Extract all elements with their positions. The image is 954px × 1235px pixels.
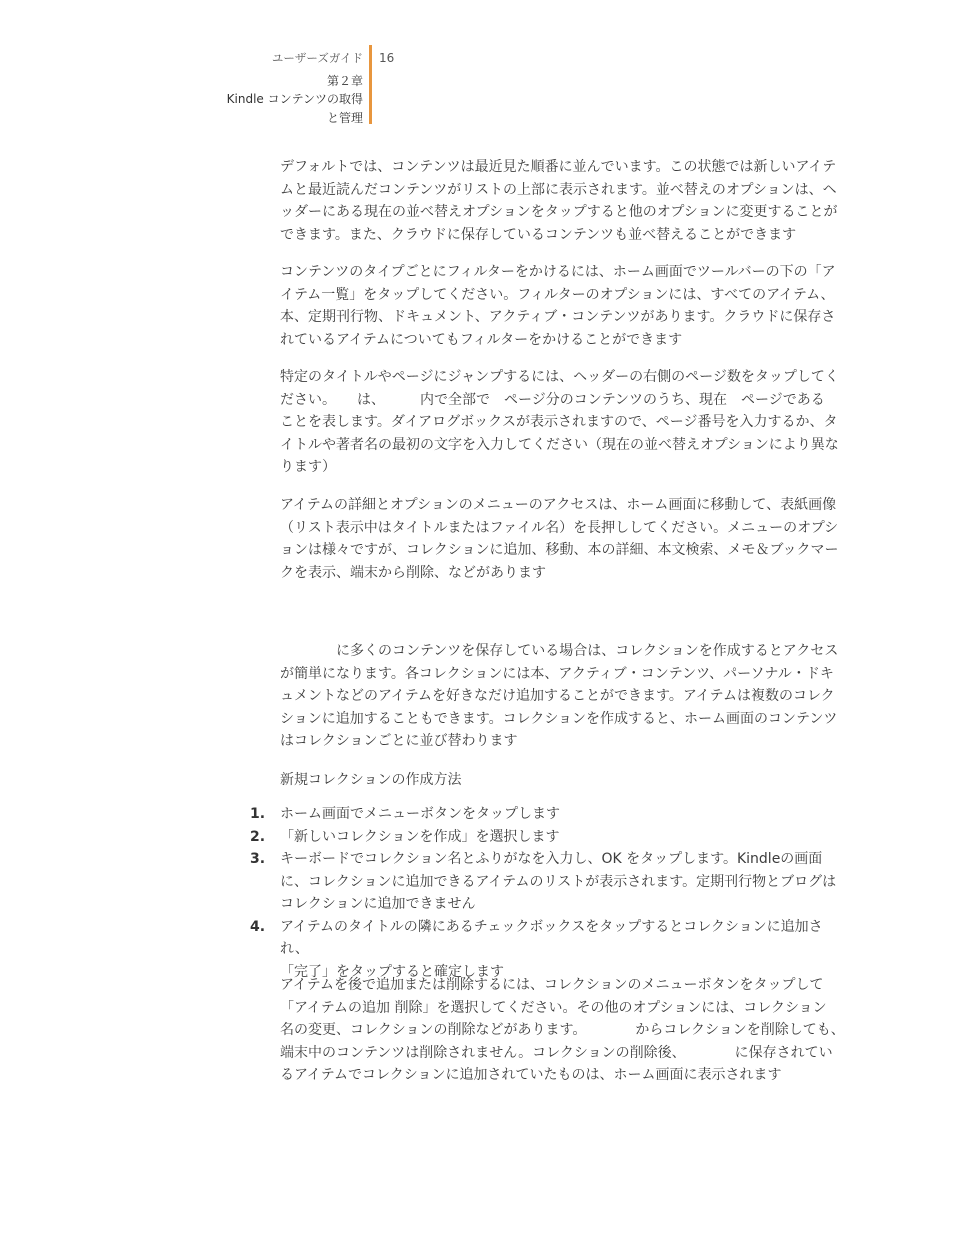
paragraph-sorting: デフォルトでは、コンテンツは最近見た順番に並んでいます。この状態では新しいアイテ ムと最近読んだコンテンツがリストの上部に表示されます。並べ替えのオプションは、ヘ ッダーにある現在の並べ替えオプションをタップすると他のオプションに変更することが できます。また、クラウドに保存しているコンテンツも並べ替えることができます — [280, 159, 838, 243]
paragraph-collections-intro: に多くのコンテンツを保存している場合は、コレクションを作成するとアクセス が簡単になります。各コレクションには本、アクティブ・コンテンツ、パーソナル・ドキ ュメントなどのアイテムを好きなだけ追加することができます。アイテムは複数のコレク ションに追加することもできます。コレクションを作成すると、ホーム画面のコンテンツ はコレクションごとに並び替わります — [280, 643, 839, 749]
list-item — [250, 848, 850, 916]
step-text: アイテムのタイトルの隣にあるチェックボックスをタップするとコレクションに追加され、 「完了」をタップすると確定します — [280, 918, 823, 980]
step-number: 3. — [250, 851, 266, 867]
paragraph-filtering: コンテンツのタイプごとにフィルターをかけるには、ホーム画面でツールバーの下の「ア イテム一覧」をタップしてください。フィルターのオプションには、すべてのアイテム、 本、定期刊行物、ドキュメント、アクティブ・コンテンツがあります。クラウドに保存さ れているアイテムについてもフィルターをかけることができます — [280, 264, 836, 348]
list-item — [250, 826, 850, 849]
step-text: ホーム画面でメニューボタンをタップします — [280, 806, 560, 822]
guide-title: ユーザーズガイド — [271, 51, 363, 65]
step-text: キーボードでコレクション名とふりがなを入力し、OK をタップします。Kindleの画面 に、コレクションに追加できるアイテムのリストが表示されます。定期刊行物とブログは コレクションに追加できません — [280, 851, 837, 912]
step-number: 1. — [250, 806, 266, 822]
running-header — [163, 49, 363, 127]
page-number: 16 — [379, 51, 395, 65]
collection-steps-list — [250, 803, 850, 983]
collection-howto-heading: 新規コレクションの作成方法 — [280, 772, 462, 788]
chapter-title-line1: Kindle コンテンツの取得 — [226, 92, 363, 106]
paragraph-edit-collections: アイテムを後で追加または削除するには、コレクションのメニューボタンをタップして 「アイテムの追加 削除」を選択してください。その他のオプションには、コレクション 名の変更、コレクションの削除などがあります。 からコレクションを削除しても、 端末中のコンテンツは削除されません。コレクションの削除後、 に保存されてい るアイテムでコレクションに追加されていたものは、ホーム画面に表示されます — [280, 977, 845, 1083]
header-divider-bar — [369, 45, 372, 124]
paragraph-jump: 特定のタイトルやページにジャンプするには、ヘッダーの右側のページ数をタップしてく ださい。 は、 内で全部で ページ分のコンテンツのうち、現在 ページである ことを表します。ダイアログボックスが表示されますので、ページ番号を入力するか、タ イトルや著者名の最初の文字を入力してください（現在の並べ替えオプションにより異な ります） — [280, 369, 839, 475]
step-number: 2. — [250, 828, 266, 845]
list-item — [250, 803, 850, 826]
list-item — [250, 916, 850, 984]
paragraph-item-menu: アイテムの詳細とオプションのメニューのアクセスは、ホーム画面に移動して、表紙画像 （リスト表示中はタイトルまたはファイル名）を長押ししてください。メニューのオプシ ョンは様々ですが、コレクションに追加、移動、本の詳細、本文検索、メモ＆ブックマー クを表示、端末から削除、などがあります — [280, 497, 839, 581]
chapter-title-line2: と管理 — [326, 110, 363, 125]
step-number: 4. — [250, 918, 266, 935]
step-text: 「新しいコレクションを作成」を選択します — [280, 828, 560, 845]
chapter-label: 第２章 — [326, 73, 363, 88]
